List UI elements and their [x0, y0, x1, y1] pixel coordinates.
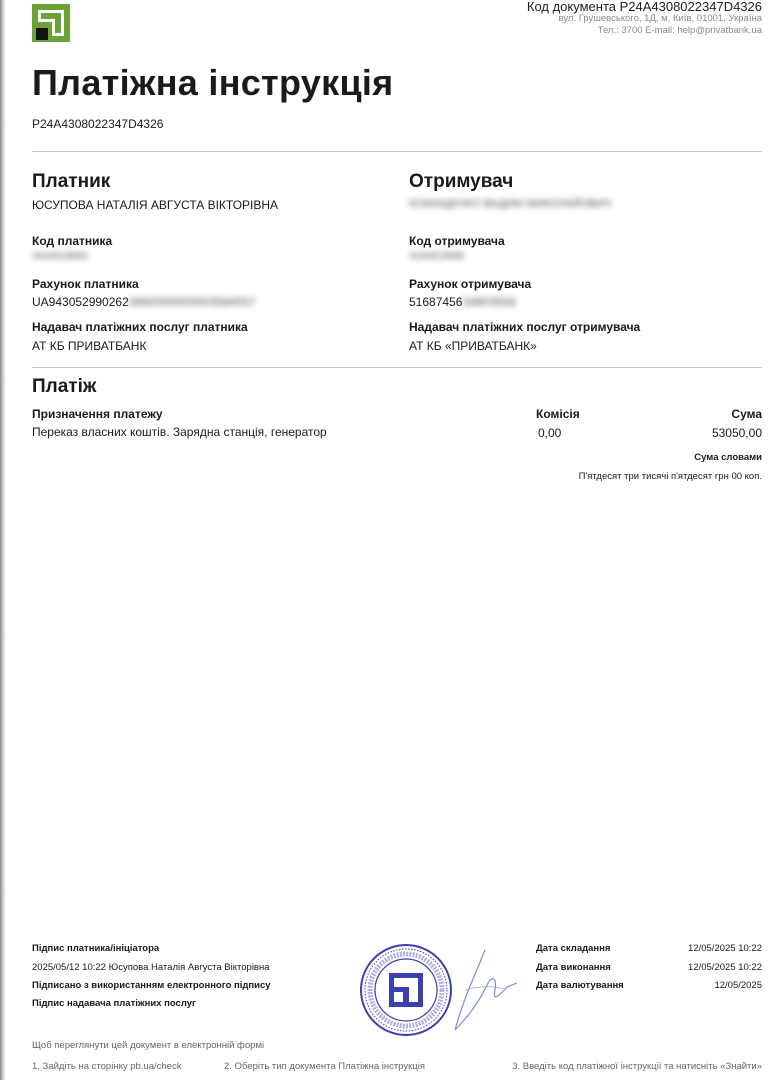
purpose-value: Переказ власних коштів. Зарядна станція, генератор: [32, 425, 327, 439]
created-date-label: Дата складання: [536, 943, 611, 954]
payer-provider-value: АТ КБ ПРИВАТБАНК: [32, 339, 147, 353]
recipient-code-value: 3184818986: [409, 251, 465, 262]
footer-step-2: 2. Оберіть тип документа Платіжна інструкція: [224, 1061, 425, 1072]
doc-code: Код документа P24A4308022347D4326: [526, 0, 762, 14]
created-date-value: 12/05/2025 10:22: [688, 943, 762, 954]
recipient-name: КОМАЩЕНКО ВАДИМ МИКОЛАЙОВИЧ: [409, 198, 612, 210]
executed-date-value: 12/05/2025 10:22: [688, 962, 762, 973]
recipient-provider-value: АТ КБ «ПРИВАТБАНК»: [409, 339, 537, 353]
initiator-signature-label: Підпис платника/ініціатора: [32, 943, 160, 954]
document-header: [382, 0, 762, 37]
executed-date-label: Дата виконання: [536, 962, 611, 973]
payer-heading: Платник: [32, 171, 111, 192]
divider: [32, 367, 762, 368]
sum-value: 53050,00: [711, 426, 762, 440]
bank-stamp-icon: [358, 942, 454, 1038]
bank-contacts: Тел.: 3700 E-mail: help@privatbank.ua: [597, 25, 762, 36]
payment-heading: Платіж: [32, 376, 97, 397]
footer-step-3: 3. Введіть код платіжної інструкції та натисніть «Знайти»: [512, 1061, 762, 1072]
recipient-account-hidden: 34903556: [462, 295, 516, 309]
recipient-code-label: Код отримувача: [409, 234, 505, 248]
page-title: Платіжна інструкція: [32, 62, 394, 103]
commission-value: 0,00: [538, 426, 562, 440]
divider: [32, 151, 762, 152]
provider-signature-label: Підпис надавача платіжних послуг: [32, 998, 196, 1009]
commission-label: Комісія: [536, 407, 580, 421]
initiator-signature-value: 2025/05/12 10:22 Юсупова Наталія Августа Вікторівна: [32, 962, 270, 973]
privatbank-logo-icon: [32, 4, 70, 42]
purpose-label: Призначення платежу: [32, 407, 163, 421]
sum-words-value: П'ятдесят три тисячі п'ятдесят грн 00 коп.: [578, 471, 762, 482]
payer-account-value: [32, 295, 256, 309]
payer-account-hidden: 0660000000003584557: [128, 295, 256, 309]
payer-account-label: Рахунок платника: [32, 277, 139, 291]
recipient-provider-label: Надавач платіжних послуг отримувача: [409, 320, 641, 334]
bank-address: вул. Грушевського, 1Д, м. Київ, 01001, Україна: [558, 13, 762, 24]
value-date-label: Дата валютування: [536, 980, 624, 991]
recipient-account-value: [409, 295, 516, 309]
recipient-heading: Отримувач: [409, 171, 514, 192]
sum-words-label: Сума словами: [694, 452, 762, 463]
handwritten-signature-icon: [445, 945, 520, 1035]
footer-intro: Щоб переглянути цей документ в електронній формі: [32, 1040, 265, 1051]
payer-code-value: 3444918883: [32, 251, 88, 262]
page-edge-shadow: [0, 0, 6, 1080]
payer-name: ЮСУПОВА НАТАЛІЯ АВГУСТА ВІКТОРІВНА: [32, 198, 279, 212]
payer-provider-label: Надавач платіжних послуг платника: [32, 320, 248, 334]
payer-account-visible: UA943052990262: [32, 295, 129, 309]
esign-label: Підписано з використанням електронного підпису: [32, 980, 271, 991]
recipient-account-visible: 51687456: [409, 295, 463, 309]
recipient-account-label: Рахунок отримувача: [409, 277, 532, 291]
footer-step-1: 1. Зайдіть на сторінку pb.ua/check: [32, 1061, 182, 1072]
sum-label: Сума: [731, 407, 762, 421]
document-id: P24A4308022347D4326: [32, 117, 164, 131]
payer-code-label: Код платника: [32, 234, 113, 248]
value-date-value: 12/05/2025: [714, 980, 762, 991]
